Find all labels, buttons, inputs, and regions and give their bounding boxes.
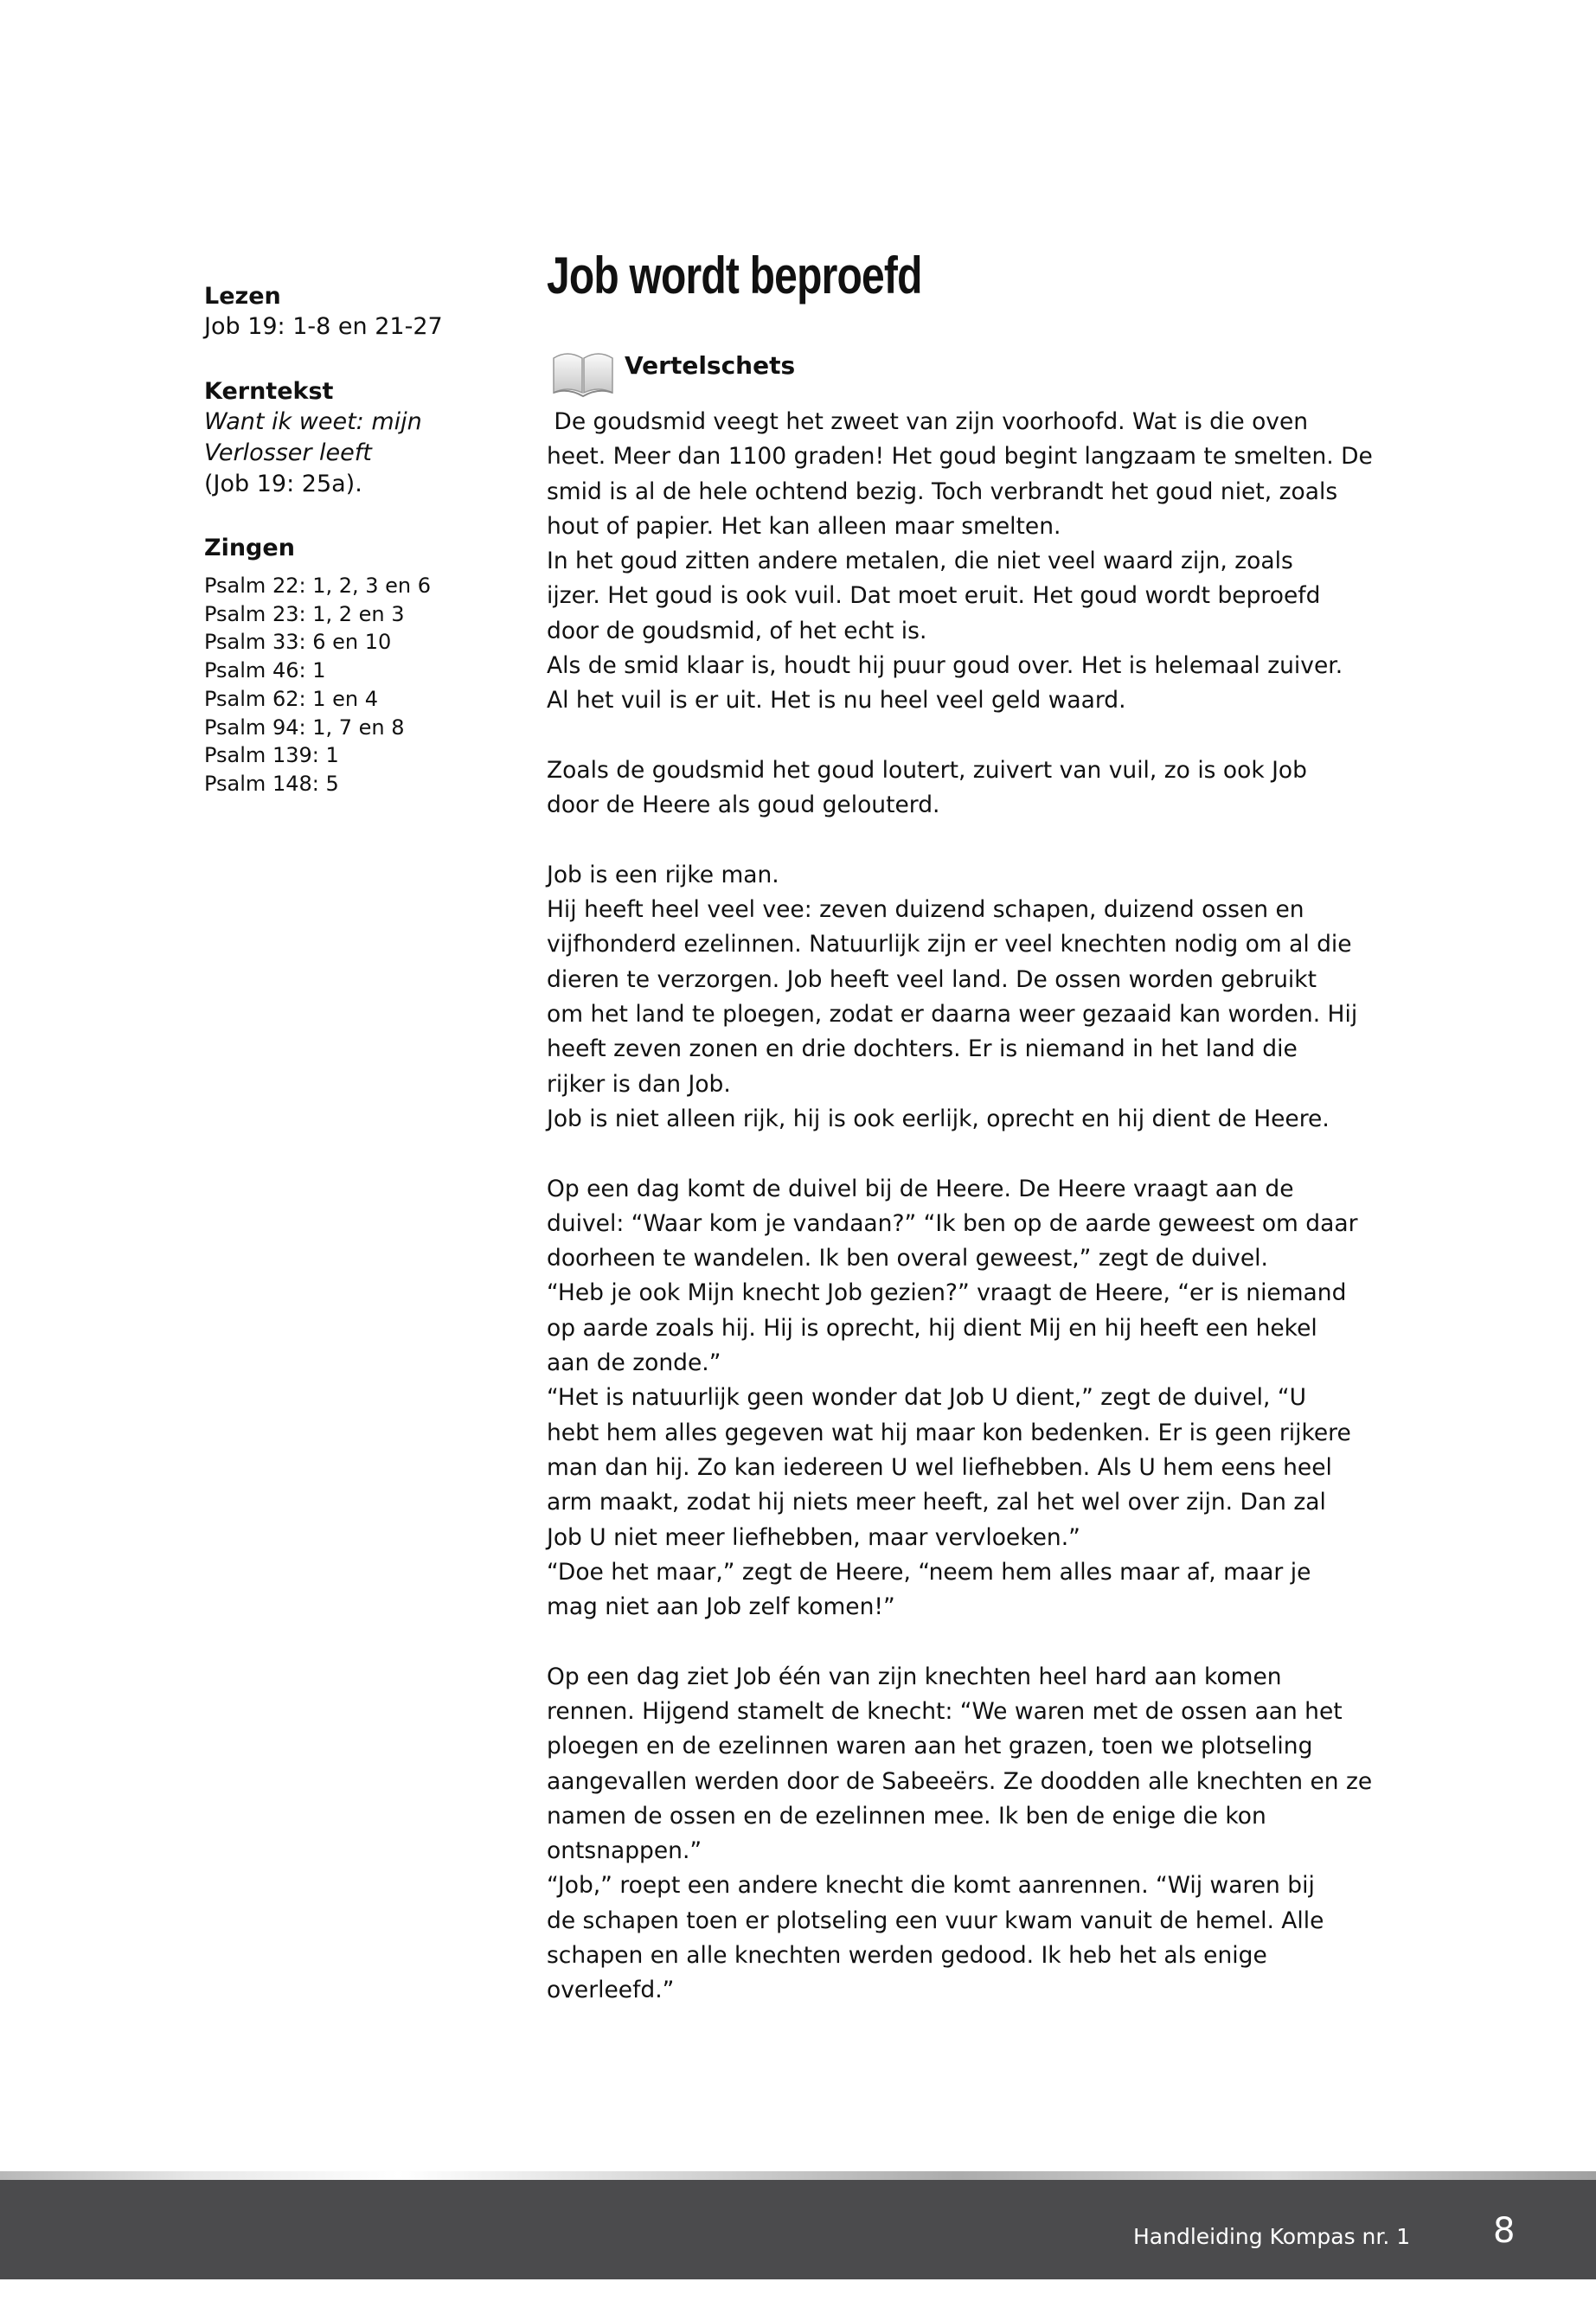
story-line: Op een dag komt de duivel bij de Heere. De Heere vraagt aan de [547, 1175, 1294, 1202]
psalm-item: Psalm 94: 1, 7 en 8 [204, 715, 405, 740]
story-line: rijker is dan Job. [547, 1070, 731, 1098]
blank-line [547, 1137, 1373, 1171]
psalm-item: Psalm 23: 1, 2 en 3 [204, 601, 405, 626]
psalm-item: Psalm 22: 1, 2, 3 en 6 [204, 574, 432, 598]
story-line: “Doe het maar,” zegt de Heere, “neem hem alles maar af, maar je [547, 1558, 1311, 1586]
story-line: Job is een rijke man. [547, 861, 779, 888]
open-book-icon [550, 348, 616, 398]
psalm-item: Psalm 62: 1 en 4 [204, 686, 378, 711]
story-line: om het land te ploegen, zodat er daarna weer gezaaid kan worden. Hij [547, 1001, 1358, 1029]
read-label: Lezen [204, 283, 281, 310]
story-line: man dan hij. Zo kan iedereen U wel liefhebben. Als U hem eens heel [547, 1453, 1332, 1481]
psalm-item: Psalm 139: 1 [204, 743, 339, 768]
story-line: “Job,” roept een andere knecht die komt aanrennen. “Wij waren bij [547, 1872, 1315, 1900]
story-line: mag niet aan Job zelf komen!” [547, 1593, 895, 1621]
story-text [547, 405, 1373, 2009]
story-line: doorheen te wandelen. Ik ben overal geweest,” zegt de duivel. [547, 1245, 1268, 1272]
story-line: heet. Meer dan 1100 graden! Het goud begint langzaam te smelten. De [547, 443, 1373, 471]
story-line: ploegen en de ezelinnen waren aan het grazen, toen we plotseling [547, 1733, 1313, 1760]
sing-label: Zingen [204, 535, 295, 561]
story-line: Job U niet meer liefhebben, maar vervloeken.” [547, 1523, 1080, 1551]
page-title: Job wordt beproefd [547, 247, 922, 304]
story-line: Job is niet alleen rijk, hij is ook eerlijk, oprecht en hij dient de Heere. [547, 1105, 1330, 1132]
story-line: aangevallen werden door de Sabeeërs. Ze doodden alle knechten en ze [547, 1767, 1373, 1795]
key-text-label: Kerntekst [204, 378, 334, 405]
key-text-reference: (Job 19: 25a). [204, 471, 362, 497]
story-line: namen de ossen en de ezelinnen mee. Ik ben de enige die kon [547, 1802, 1266, 1830]
story-line: dieren te verzorgen. Job heeft veel land. De ossen worden gebruikt [547, 965, 1317, 993]
psalm-item: Psalm 46: 1 [204, 658, 326, 683]
story-line: duivel: “Waar kom je vandaan?” “Ik ben op de aarde geweest om daar [547, 1209, 1358, 1237]
story-line: hout of papier. Het kan alleen maar smelten. [547, 512, 1061, 540]
story-line: Als de smid klaar is, houdt hij puur goud over. Het is helemaal zuiver. [547, 652, 1343, 680]
story-line: hebt hem alles gegeven wat hij maar kon bedenken. Er is geen rijkere [547, 1419, 1351, 1446]
blank-line [547, 719, 1373, 753]
story-line: Hij heeft heel veel vee: zeven duizend schapen, duizend ossen en [547, 896, 1304, 924]
story-line: Al het vuil is er uit. Het is nu heel veel geld waard. [547, 687, 1126, 715]
key-text-line: Verlosser leeft [204, 439, 372, 466]
page-number: 8 [1493, 2211, 1516, 2251]
psalm-item: Psalm 33: 6 en 10 [204, 630, 392, 655]
story-line: ijzer. Het goud is ook vuil. Dat moet eruit. Het goud wordt beproefd [547, 582, 1321, 610]
blank-line [547, 1625, 1373, 1659]
story-line: vijfhonderd ezelinnen. Natuurlijk zijn er veel knechten nodig om al die [547, 931, 1352, 958]
story-line: arm maakt, zodat hij niets meer heeft, zal het wel over zijn. Dan zal [547, 1489, 1326, 1516]
read-value: Job 19: 1-8 en 21-27 [204, 313, 443, 340]
story-line: ontsnappen.” [547, 1837, 702, 1865]
story-line: de schapen toen er plotseling een vuur kwam vanuit de hemel. Alle [547, 1907, 1324, 1934]
story-line: “Het is natuurlijk geen wonder dat Job U dient,” zegt de duivel, “U [547, 1384, 1307, 1412]
story-line: heeft zeven zonen en drie dochters. Er is niemand in het land die [547, 1035, 1298, 1063]
story-line: door de Heere als goud gelouterd. [547, 792, 940, 819]
section-heading: Vertelschets [625, 351, 796, 380]
blank-line [547, 824, 1373, 858]
psalm-item: Psalm 148: 5 [204, 771, 339, 796]
story-line: “Heb je ook Mijn knecht Job gezien?” vraagt de Heere, “er is niemand [547, 1279, 1347, 1307]
key-text-line: Want ik weet: mijn [204, 408, 422, 435]
story-line: aan de zonde.” [547, 1349, 721, 1377]
publication-title: Handleiding Kompas nr. 1 [1133, 2224, 1411, 2249]
story-line: op aarde zoals hij. Hij is oprecht, hij dient Mij en hij heeft een hekel [547, 1314, 1317, 1342]
story-line: rennen. Hijgend stamelt de knecht: “We waren met de ossen aan het [547, 1697, 1343, 1725]
story-line: door de goudsmid, of het echt is. [547, 617, 927, 644]
story-line: Zoals de goudsmid het goud loutert, zuivert van vuil, zo is ook Job [547, 756, 1307, 784]
story-line: Op een dag ziet Job één van zijn knechten heel hard aan komen [547, 1663, 1282, 1690]
story-line: schapen en alle knechten werden gedood. Ik heb het als enige [547, 1942, 1267, 1970]
story-line: De goudsmid veegt het zweet van zijn voorhoofd. Wat is die oven [547, 408, 1309, 435]
story-line: In het goud zitten andere metalen, die niet veel waard zijn, zoals [547, 548, 1293, 575]
story-line: overleefd.” [547, 1977, 675, 2004]
story-line: smid is al de hele ochtend bezig. Toch verbrandt het goud niet, zoals [547, 478, 1338, 505]
